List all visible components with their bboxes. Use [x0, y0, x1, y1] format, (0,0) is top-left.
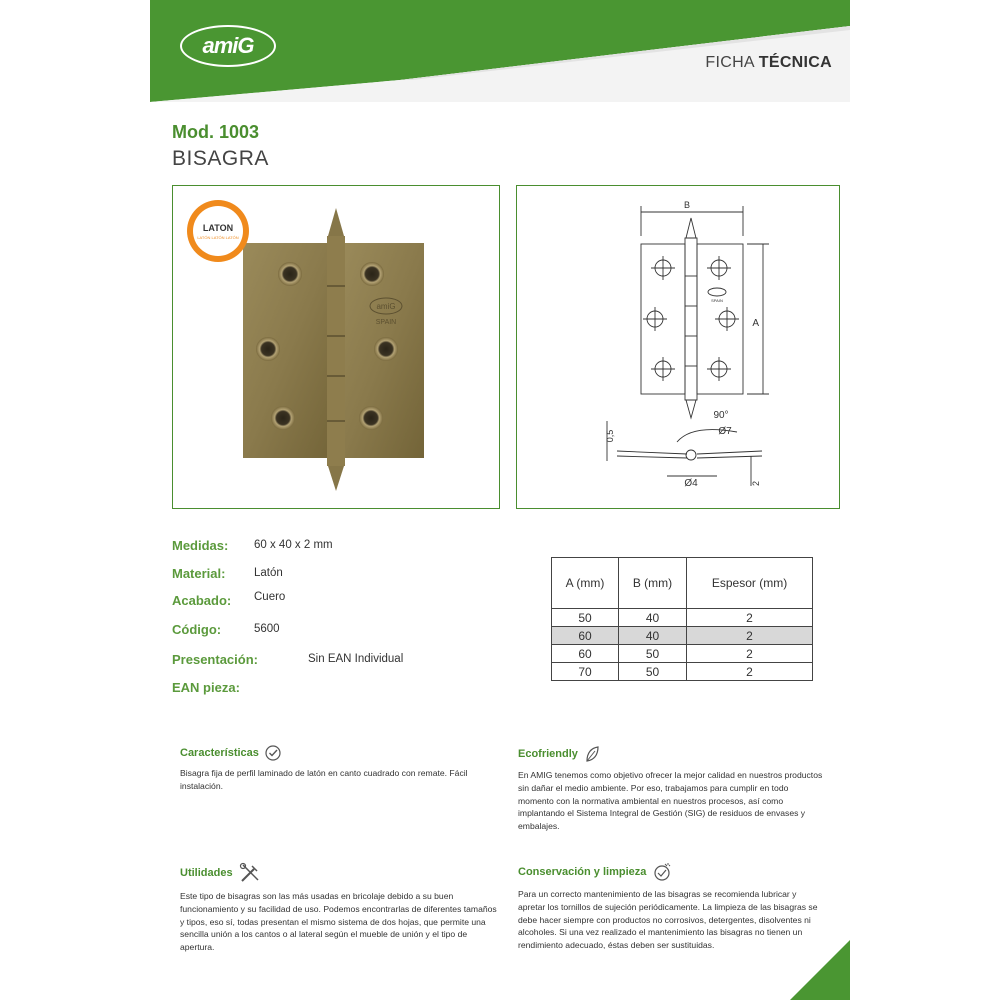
ficha-tecnica-title — [705, 54, 832, 72]
product-type: BISAGRA — [172, 147, 269, 170]
col-header-a: A (mm) — [552, 558, 619, 609]
section-title: Utilidades — [180, 867, 233, 879]
cleaning-spray-icon — [652, 862, 672, 882]
table-row: 60 50 2 — [552, 645, 813, 663]
section-text: Para un correcto mantenimiento de las bisagras se recomienda lubricar y apretar los tornillos de sujeción periódicamente. La limpieza de las bisagras se debe hacer siempre con productos no corrosivos, detergentes, disolventes ni alcoholes. Si una vez realizado el mantenimiento las bisagras no tienen un rendimiento adecuado, éstas deben ser sustituidas. — [518, 889, 818, 951]
screw-hole — [278, 262, 302, 286]
dim-label-a: A — [752, 318, 759, 329]
drawing-screw-holes — [643, 256, 739, 381]
amig-logo: amiG — [180, 25, 276, 67]
diameter-4-label: Ø4 — [684, 478, 698, 489]
hinge-brand-text: amiG — [376, 302, 396, 311]
table-row-highlighted: 60 40 2 — [552, 627, 813, 645]
section-title: Conservación y limpieza — [518, 866, 647, 878]
table-row: 50 40 2 — [552, 609, 813, 627]
footer-corner — [790, 940, 850, 1000]
dim-label-05: 0,5 — [605, 429, 615, 443]
leaf-icon — [584, 745, 600, 763]
drawing-mark-text: SPAIN — [711, 298, 723, 303]
technical-drawing-box — [516, 185, 840, 509]
section-caracteristicas — [180, 745, 500, 793]
col-header-espesor: Espesor (mm) — [687, 558, 813, 609]
check-circle-icon — [265, 745, 281, 761]
section-text: En AMIG tenemos como objetivo ofrecer la mejor calidad en nuestros productos sin dañar el medio ambiente. Por eso, trabajamos para cumplir en todo momento con la normativa ambiental en nuestros procesos, así como implantando el Sistema Integral de Gestión (SIG) de residuos de envases y embalajes. — [518, 770, 823, 832]
section-utilidades — [180, 862, 502, 954]
tools-icon — [239, 862, 261, 884]
section-title: Ecofriendly — [518, 748, 578, 760]
section-ecofriendly — [518, 745, 823, 833]
technical-drawing — [517, 186, 839, 508]
badge-subtitle: LATÓN LATÓN LATÓN — [197, 234, 239, 240]
product-photo-box — [172, 185, 500, 509]
screw-hole — [359, 406, 383, 430]
section-text: Bisagra fija de perfil laminado de latón en canto cuadrado con remate. Fácil instalación. — [180, 768, 468, 791]
hinge-finial-bottom — [328, 466, 344, 491]
ficha-prefix: FICHA — [705, 54, 755, 71]
drawing-knuckle — [685, 238, 697, 400]
dim-label-2: 2 — [751, 480, 761, 486]
hinge-origin-text: SPAIN — [375, 319, 397, 326]
ficha-bold: TÉCNICA — [758, 54, 832, 71]
screw-hole — [271, 406, 295, 430]
model-number: Mod. 1003 — [172, 122, 260, 142]
dim-label-b: B — [683, 200, 691, 210]
angle-label: 90° — [713, 410, 729, 421]
section-title: Características — [180, 747, 259, 759]
screw-hole — [360, 262, 384, 286]
hinge-knuckle — [327, 236, 345, 466]
diameter-7-label: Ø7 — [718, 426, 732, 437]
table-row: 70 50 2 — [552, 663, 813, 681]
col-header-b: B (mm) — [618, 558, 686, 609]
dimensions-table — [551, 557, 813, 681]
spec-sheet: amiG FICHA TÉCNICA Mod. 1003 BISAGRA amiG SPAIN LATON LATÓN LATÓN LATÓN B SPAIN A 0,5 90° Ø7 Ø4 2 Medidas: 60 x 40 x 2 mm Material: Latón Acabado: Cuero Código: 5600 Presentación: Sin EAN Individual EAN pieza: A (mm) B (mm) Espesor (mm) 50 40 2 60 40 2 60 50 2 70 50 2 Características Bisagra fija de perfil laminado de latón en canto cuadrado con remate. Fácil instalación. Ecofriendly En AMIG tenemos como objetivo ofrecer la mejor calidad en nuestros productos sin dañar el medio ambiente. Por eso, trabajamos para cumplir en todo momento con la normativa ambiental en nuestros procesos, así como implantando el Sistema Integral de Gestión (SIG) de residuos de envases y embalajes. Utilidades Este tipo de bisagras son las más usadas en bricolaje debido a su buen funcionamiento y su facilidad de uso. Podemos encontrarlas de diferentes tamaños y tipos, eso sí, todas presentan el mismo sistema de dos hojas, que permite una sencilla unión a los cantos o al lateral según el mueble de unión y el tipo de apertura. Conservación y limpieza Para un correcto mantenimiento de las bisagras se recomienda lubricar y apretar los tornillos de sujeción periódicamente. La limpieza de las bisagras se debe hacer siempre con productos no corrosivos, detergentes, disolventes ni alcoholes. Si una vez realizado el mantenimiento las bisagras no tienen un rendimiento adecuado, éstas deben ser sustituidas. — [150, 0, 850, 1000]
section-text: Este tipo de bisagras son las más usadas en bricolaje debido a su buen funcionamiento y su facilidad de uso. Podemos encontrarlas de diferentes tamaños y tipos, eso sí, todas presentan el mismo sistema de dos hojas, que permite una sencilla unión a los cantos o al lateral según el mueble de unión y el tipo de apertura. — [180, 891, 497, 953]
material-badge — [187, 200, 249, 262]
badge-title: LATON — [202, 222, 234, 233]
screw-hole — [374, 337, 398, 361]
screw-hole — [256, 337, 280, 361]
section-conservacion — [518, 862, 823, 952]
table-header-row — [552, 558, 813, 609]
hinge-finial-top — [328, 208, 344, 236]
